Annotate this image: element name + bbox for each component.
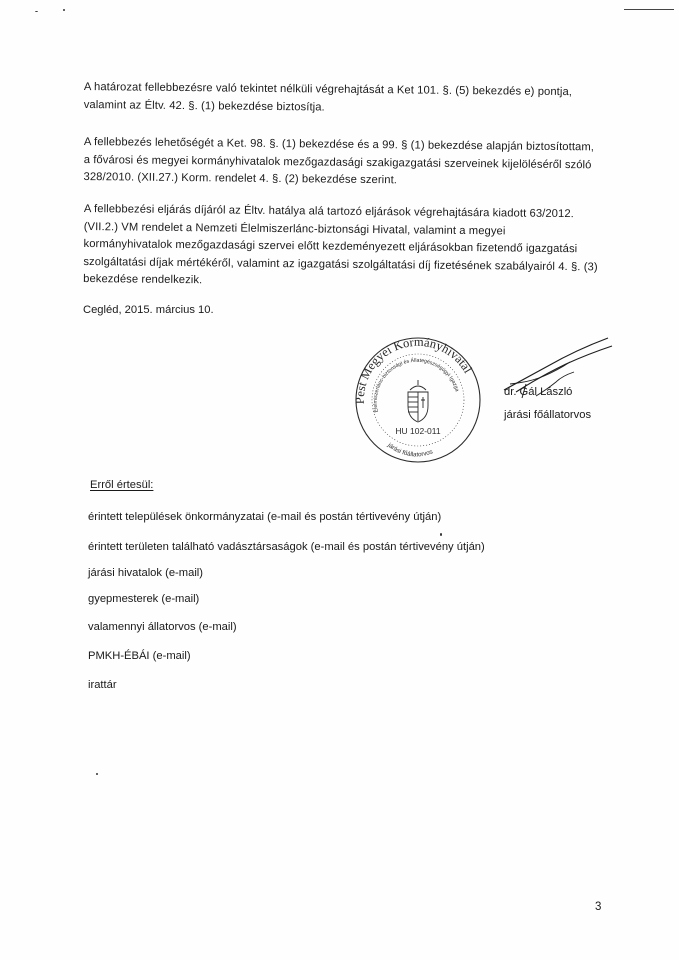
paragraph-line: A fellebbezési eljárás díjáról az Éltv. hatálya alá tartozó eljárások végrehajtására kiadott 63/2012. [83,202,574,221]
recipient-item: járási hivatalok (e-mail) [88,567,204,579]
scan-speck [35,11,38,12]
paragraph-line: (VII.2.) VM rendelet a Nemzeti Élelmiszerlánc-biztonsági Hivatal, valamint a megyei [83,220,506,237]
page-number: 3 [595,901,602,913]
recipient-item: érintett települések önkormányzatai (e-mail és postán tértivevény útján) [88,511,442,523]
scan-speck [96,773,98,775]
paragraph-appeal-right [83,134,610,192]
paragraph-line: bekezdése rendelkezik. [83,272,203,287]
paragraph-line: 328/2010. (XII.27.) Korm. rendelet 4. §. (2) bekezdése szerint. [83,170,398,187]
signer-title: járási főállatorvos [504,409,592,421]
stamp-code: HU 102-011 [395,426,441,436]
coat-of-arms-icon [408,380,428,422]
paragraph-line: kormányhivatalok mezőgazdasági szervei előtt kezdeményezett eljárásokban fizetendő igazgatási [83,237,578,256]
paragraph-line: szolgáltatási díjak mértékéről, valamint az igazgatási szolgáltatási díj fizetésének szabályairól 4. §. (3) [83,255,598,273]
scan-speck [440,533,442,536]
stamp-outer-text: Pest Megyei Kormányhivatal [352,334,475,405]
scan-speck [63,9,65,11]
paragraph-line: A fellebbezés lehetőségét a Ket. 98. §. (1) bekezdése és a 99. § (1) bekezdése alapján biztosítottam, [83,135,595,154]
paragraph-enforcement [84,79,610,120]
recipient-item: valamennyi állatorvos (e-mail) [88,621,237,633]
recipients-heading: Erről értesül: [90,479,154,491]
stamp-inner-text: Élelmiszerlánc-biztonsági és Állategészségügyi Igazga [372,357,460,413]
paragraph-line: a fővárosi és megyei kormányhivatalok mezőgazdasági szakigazgatási szerveinek kijelöléséről szóló [83,153,592,171]
recipient-item: gyepmesterek (e-mail) [88,593,200,605]
paragraph-line: A határozat fellebbezésre való tekintet nélküli végrehajtását a Ket 101. §. (5) bekezdés e) pontja, [83,80,573,99]
recipient-item: érintett területen található vadásztársaságok (e-mail és postán tértivevény útján) [88,541,485,553]
recipient-item: irattár [88,679,117,691]
paragraph-line: valamint az Éltv. 42. §. (1) bekezdése biztosítja. [83,98,325,114]
signer-block [504,381,591,427]
recipient-item: PMKH-ÉBÁI (e-mail) [88,650,191,662]
header-rule [624,9,674,10]
official-stamp [342,330,492,470]
date-line: Cegléd, 2015. március 10. [83,304,214,316]
paragraph-appeal-fee [83,201,610,294]
signer-name: dr. Gál László [504,386,573,398]
stamp-bottom-text: járási főállatorvos [386,441,434,459]
